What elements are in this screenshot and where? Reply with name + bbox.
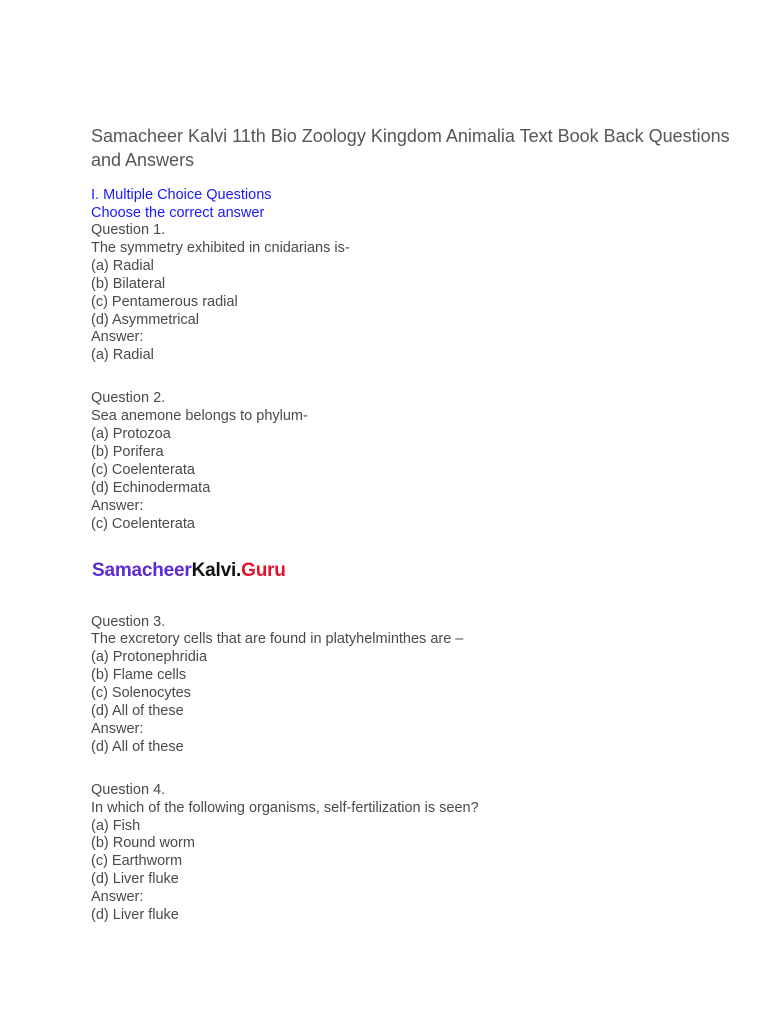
brand-logo — [92, 560, 731, 582]
option-a: (a) Protozoa — [91, 426, 171, 443]
answer-value: (a) Radial — [91, 347, 154, 364]
answer-label: Answer: — [91, 889, 144, 906]
option-a: (a) Fish — [91, 817, 141, 834]
question-2 — [91, 390, 731, 533]
option-c: (c) Earthworm — [91, 853, 183, 870]
section-subheading: Choose the correct answer — [91, 205, 265, 221]
answer-label: Answer: — [91, 329, 144, 346]
question-3 — [91, 614, 731, 757]
question-4 — [91, 782, 731, 925]
option-d: (d) All of these — [91, 703, 184, 720]
answer-label: Answer: — [91, 720, 144, 737]
question-text: The excretory cells that are found in platyhelminthes are – — [91, 631, 464, 648]
option-a: (a) Radial — [91, 257, 154, 274]
answer-value: (d) Liver fluke — [91, 907, 179, 924]
question-label: Question 2. — [91, 390, 166, 407]
section-heading: I. Multiple Choice Questions — [91, 187, 272, 203]
answer-value: (d) All of these — [91, 738, 184, 755]
document-page — [91, 124, 731, 925]
question-label: Question 4. — [91, 781, 166, 798]
question-text: In which of the following organisms, self-fertilization is seen? — [91, 799, 479, 816]
spacer — [91, 757, 731, 782]
answer-label: Answer: — [91, 497, 144, 514]
option-d: (d) Asymmetrical — [91, 311, 199, 328]
answer-value: (c) Coelenterata — [91, 515, 195, 532]
option-d: (d) Liver fluke — [91, 871, 179, 888]
brand-part-kalvi: Kalvi. — [191, 559, 242, 581]
option-c: (c) Coelenterata — [91, 461, 195, 478]
question-label: Question 3. — [91, 613, 166, 630]
question-1 — [91, 222, 731, 365]
page-title: Samacheer Kalvi 11th Bio Zoology Kingdom Animalia Text Book Back Questions and Answers — [91, 126, 730, 170]
spacer — [91, 365, 731, 390]
option-b: (b) Flame cells — [91, 667, 187, 684]
brand-part-samacheer: Samacheer — [92, 559, 192, 581]
question-text: The symmetry exhibited in cnidarians is- — [91, 239, 350, 256]
option-b: (b) Round worm — [91, 835, 195, 852]
question-text: Sea anemone belongs to phylum- — [91, 408, 308, 425]
question-label: Question 1. — [91, 222, 166, 238]
option-b: (b) Bilateral — [91, 275, 166, 292]
option-a: (a) Protonephridia — [91, 649, 208, 666]
option-c: (c) Pentamerous radial — [91, 293, 238, 310]
brand-part-guru: Guru — [241, 559, 286, 581]
option-d: (d) Echinodermata — [91, 479, 211, 496]
option-c: (c) Solenocytes — [91, 685, 191, 702]
option-b: (b) Porifera — [91, 443, 164, 460]
